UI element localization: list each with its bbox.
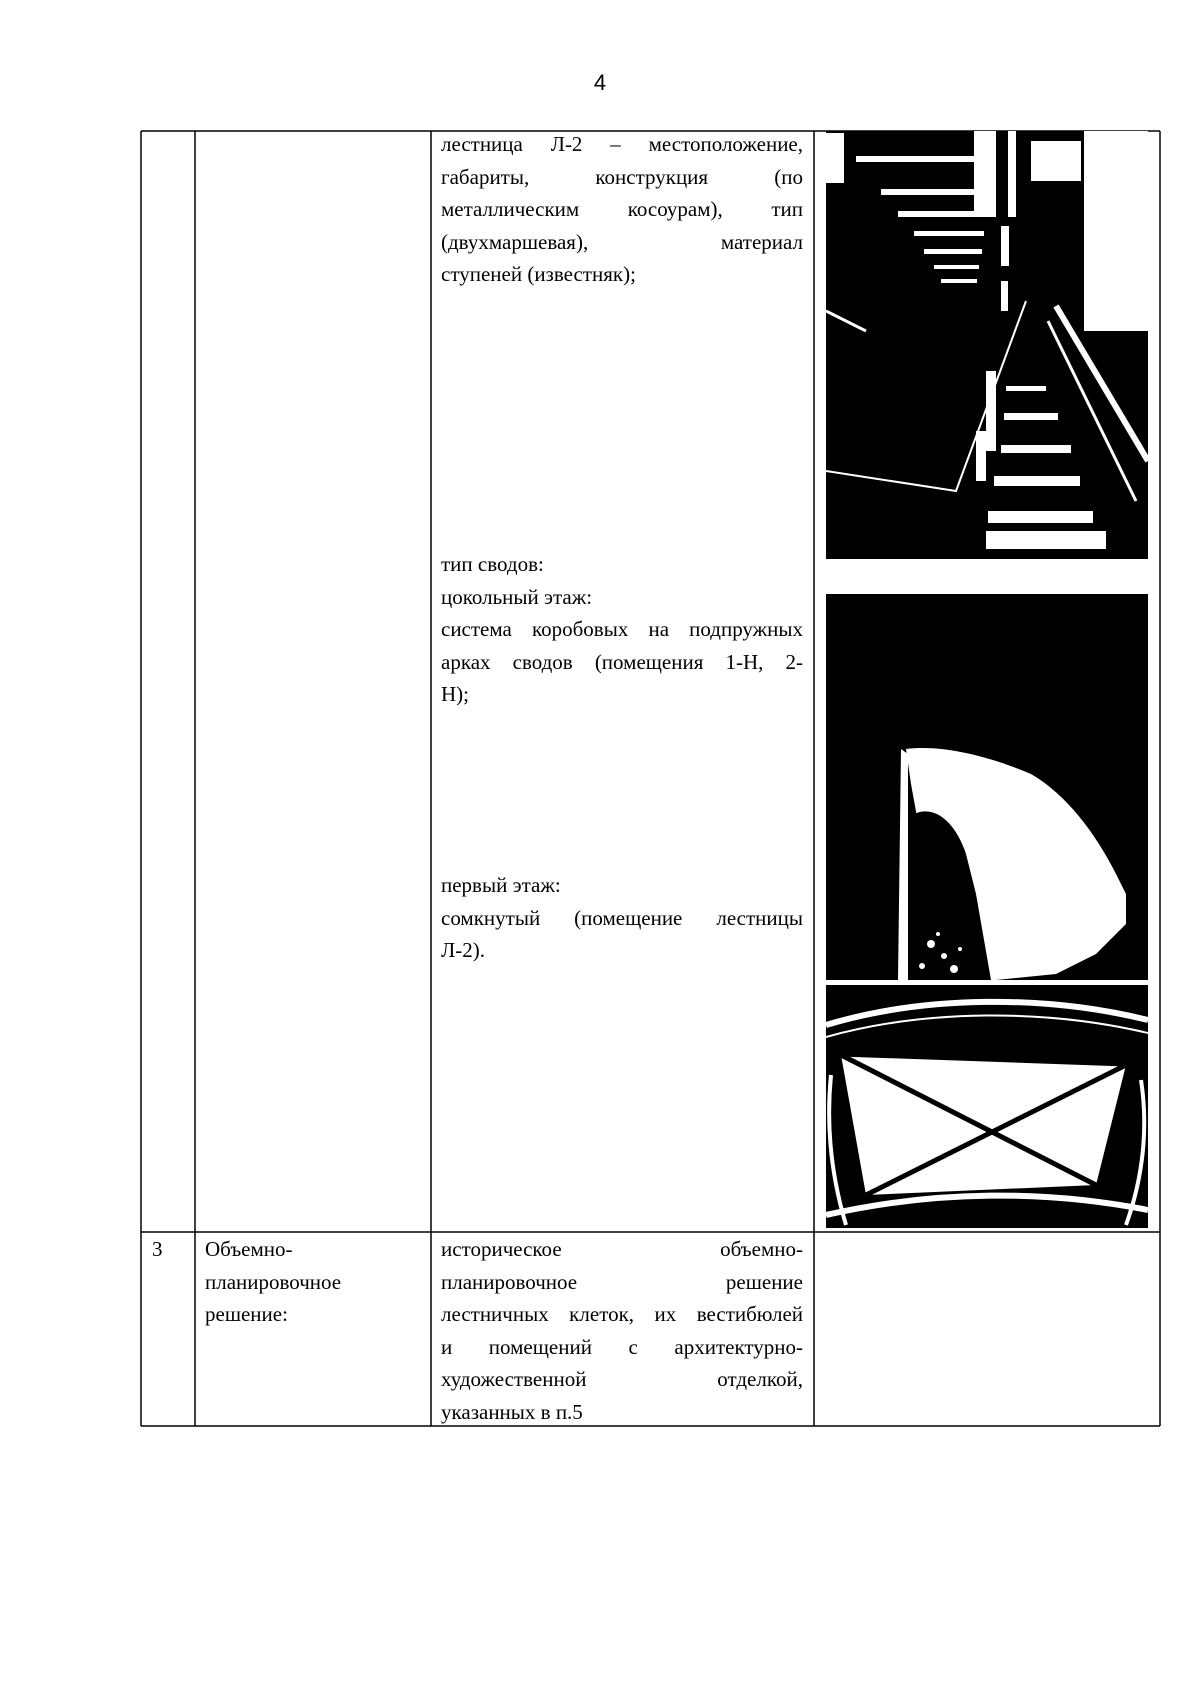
- first-floor-line: Л-2).: [441, 938, 485, 962]
- row-3-name: [205, 1233, 425, 1331]
- row-3-name-line: планировочное: [205, 1269, 342, 1294]
- first-floor-vault-photo: [826, 985, 1148, 1228]
- row-3-description-line: и помещений с архитектурно-: [441, 1334, 803, 1359]
- stair-line: (двухмаршевая), материал: [441, 229, 803, 254]
- row-3-name-line: Объемно-: [205, 1237, 293, 1261]
- basement-line: Н);: [441, 682, 469, 706]
- vault-basement-description: [441, 548, 803, 711]
- row-3-description-line: лестничных клеток, их вестибюлей: [441, 1302, 803, 1326]
- stair-line: металлическим косоурам), тип: [441, 197, 803, 221]
- row-3-description-line: указанных в п.5: [441, 1399, 583, 1424]
- basement-label: цокольный этаж:: [441, 584, 593, 609]
- basement-line: система коробовых на подпружных: [441, 617, 803, 641]
- row-3-description-line: художественной отделкой,: [441, 1367, 803, 1391]
- staircase-photo: [826, 131, 1148, 559]
- vault-heading: тип сводов:: [441, 552, 544, 576]
- page-number: 4: [593, 70, 607, 95]
- first-floor-label: первый этаж:: [441, 873, 561, 897]
- row-3-description: [441, 1233, 803, 1428]
- first-floor-line: сомкнутый (помещение лестницы: [441, 905, 803, 930]
- basement-vault-photo: [826, 594, 1148, 980]
- stair-description: [441, 128, 803, 291]
- row-3-description-line: историческое объемно-: [441, 1237, 803, 1261]
- row-3-number: 3: [152, 1237, 163, 1261]
- first-floor-description: [441, 869, 803, 967]
- basement-line: арках сводов (помещения 1-Н, 2-: [441, 649, 803, 674]
- row-3-name-line: решение:: [205, 1302, 288, 1326]
- stair-line: ступеней (известняк);: [441, 262, 636, 286]
- stair-line: лестница Л-2 – местоположение,: [441, 132, 803, 156]
- stair-line: габариты, конструкция (по: [441, 164, 803, 189]
- row-3-description-line: планировочное решение: [441, 1269, 803, 1294]
